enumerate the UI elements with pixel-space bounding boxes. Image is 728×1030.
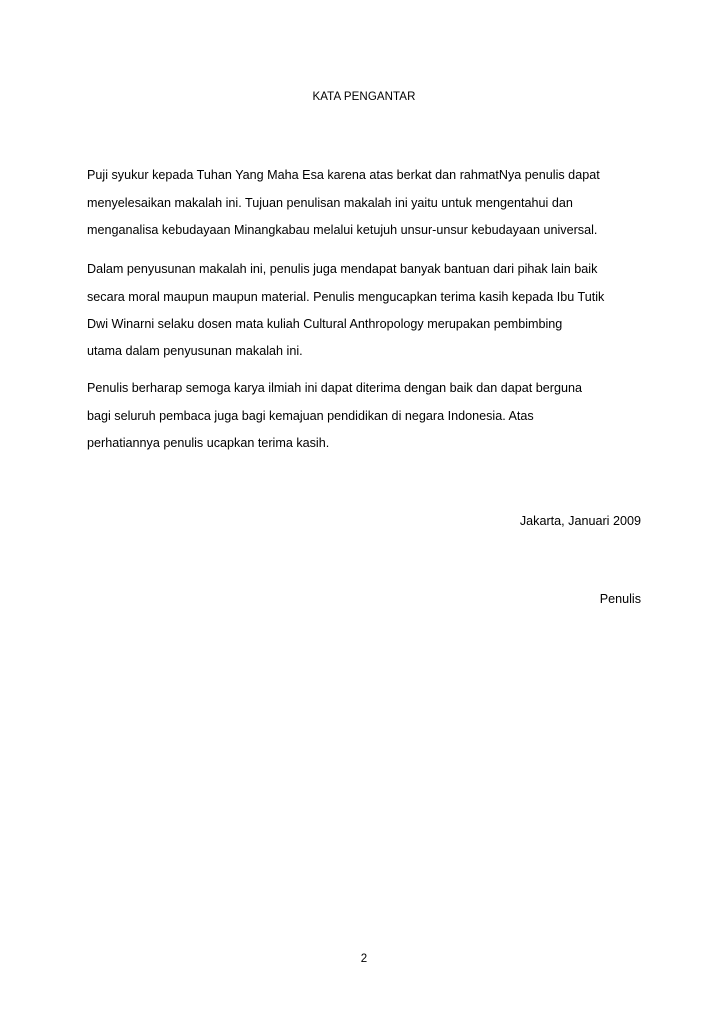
- page-number: 2: [360, 953, 368, 965]
- paragraph-2-line-1: Dalam penyusunan makalah ini, penulis juga mendapat banyak bantuan dari pihak lain baik: [87, 262, 598, 276]
- paragraph-2-line-4: utama dalam penyusunan makalah ini.: [87, 344, 303, 358]
- paragraph-2-line-2: secara moral maupun maupun material. Penulis mengucapkan terima kasih kepada Ibu Tutik: [87, 290, 605, 304]
- paragraph-2-line-3: Dwi Winarni selaku dosen mata kuliah Cultural Anthropology merupakan pembimbing: [87, 317, 563, 331]
- paragraph-3-line-2: bagi seluruh pembaca juga bagi kemajuan pendidikan di negara Indonesia. Atas: [87, 409, 534, 423]
- paragraph-1-line-2: menyelesaikan makalah ini. Tujuan penulisan makalah ini yaitu untuk mengentahui dan: [87, 196, 573, 210]
- paragraph-1-line-1: Puji syukur kepada Tuhan Yang Maha Esa karena atas berkat dan rahmatNya penulis dapat: [87, 168, 600, 182]
- signature: Penulis: [599, 592, 641, 606]
- paragraph-3-line-3: perhatiannya penulis ucapkan terima kasih.: [87, 436, 330, 450]
- paragraph-1-line-3: menganalisa kebudayaan Minangkabau melalui ketujuh unsur-unsur kebudayaan universal.: [87, 223, 598, 237]
- page-title: KATA PENGANTAR: [312, 91, 416, 103]
- place-date: Jakarta, Januari 2009: [519, 514, 641, 528]
- paragraph-3-line-1: Penulis berharap semoga karya ilmiah ini dapat diterima dengan baik dan dapat berguna: [87, 381, 582, 395]
